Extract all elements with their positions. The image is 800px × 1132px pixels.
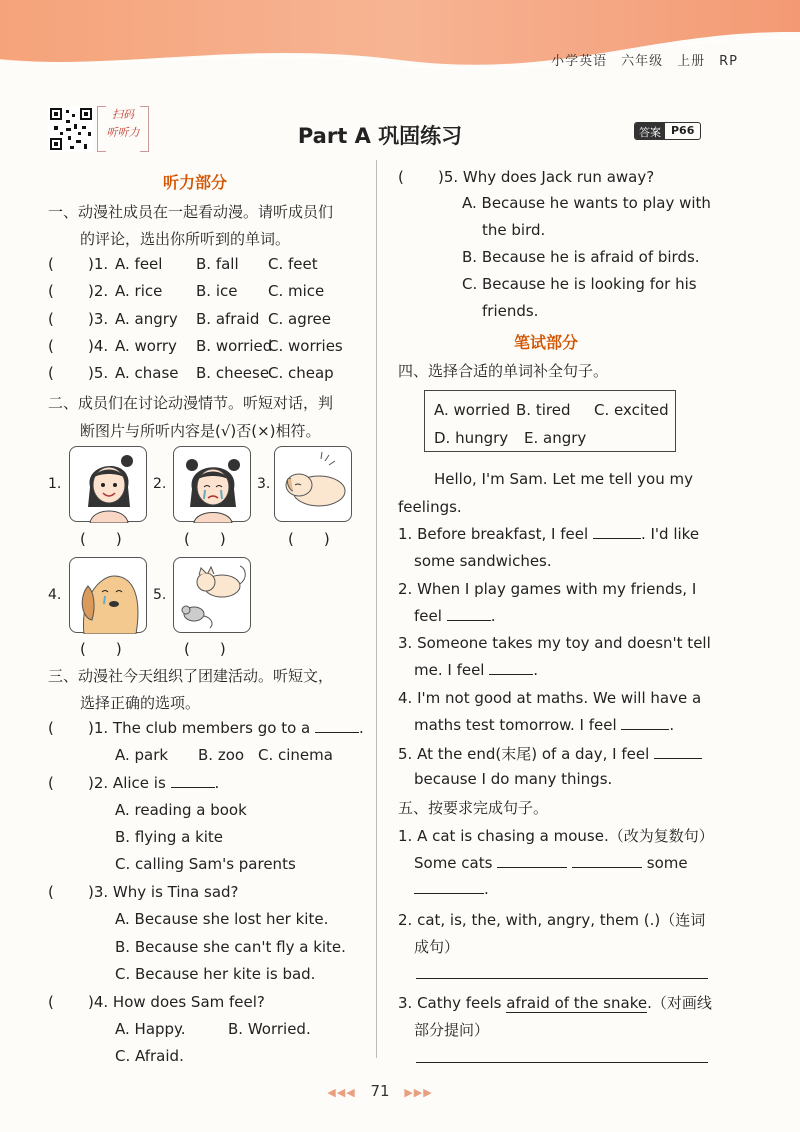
q3-instruction-line2: 选择正确的选项。 — [80, 694, 201, 712]
written-heading: 笔试部分 — [514, 333, 579, 352]
sleeping-dog-icon — [275, 447, 353, 523]
q3-2-option-a: A. reading a book — [115, 801, 247, 819]
q1-instruction-line2: 的评论，选出你所听到的单词。 — [80, 230, 291, 248]
q1-option-c: C. agree — [268, 310, 332, 328]
q3-3-option-c: C. Because her kite is bad. — [115, 965, 316, 983]
q5-sentence-3 — [398, 992, 712, 1013]
prev-arrows-icon: ◀◀◀ — [327, 1086, 356, 1099]
q3-3-option-b: B. Because she can't fly a kite. — [115, 938, 346, 956]
picture-number: 3. — [257, 476, 271, 492]
picture-number: 5. — [153, 587, 167, 603]
q1-option-a: A. feel — [115, 255, 163, 273]
cat-mouse-icon — [174, 558, 252, 634]
fill-blank[interactable] — [654, 745, 702, 759]
q4-s3-tail: . — [533, 661, 539, 679]
fill-blank[interactable] — [447, 607, 491, 621]
q3-1-stem: )1. The club members go to a . — [88, 719, 364, 737]
q1-item-number: )4. — [88, 337, 109, 355]
q4-sentence-3: 3. Someone takes my toy and doesn't tell — [398, 634, 711, 652]
fill-blank[interactable] — [489, 661, 533, 675]
answer-line[interactable] — [416, 978, 708, 979]
q3-3-option-a: A. Because she lost her kite. — [115, 910, 329, 928]
q1-option-c: C. cheap — [268, 364, 334, 382]
q5-instruction: 五、按要求完成句子。 — [398, 799, 549, 817]
page-footer — [0, 1082, 760, 1100]
q3-4-stem: )4. How does Sam feel? — [88, 993, 265, 1011]
picture-number: 2. — [153, 476, 167, 492]
q1-option-a: A. rice — [115, 282, 163, 300]
answer-paren[interactable]: ( — [48, 282, 54, 300]
answer-badge[interactable] — [634, 122, 701, 140]
q4-s4-text: maths test tomorrow. I feel — [414, 716, 617, 734]
fill-blank[interactable] — [171, 774, 215, 788]
q2-instruction-line2: 断图片与所听内容是(√)否(×)相符。 — [80, 422, 321, 440]
q3-5-option-a-line1: A. Because he wants to play with — [462, 194, 711, 212]
crying-girl-icon — [174, 447, 252, 523]
answer-paren[interactable]: ( — [48, 255, 54, 273]
q4-s1-text: 1. Before breakfast, I feel — [398, 525, 589, 543]
q1-option-a: A. angry — [115, 310, 178, 328]
q1-item-number: )2. — [88, 282, 109, 300]
answer-paren[interactable]: ( — [398, 168, 404, 186]
scan-label-line1: 扫码 — [112, 108, 134, 121]
answer-paren[interactable]: ( ) — [288, 530, 330, 548]
answer-paren[interactable]: ( — [48, 774, 54, 792]
q4-s1-tail: . I'd like — [640, 525, 700, 543]
q3-5-option-c-line1: C. Because he is looking for his — [462, 275, 697, 293]
q4-sentence-2: 2. When I play games with my friends, I — [398, 580, 697, 598]
sleeping-dog-picture — [274, 446, 352, 522]
q5-s1-end: . — [484, 880, 489, 898]
q1-option-b: B. cheese — [196, 364, 270, 382]
q3-2-option-b: B. flying a kite — [115, 828, 224, 846]
fill-blank[interactable] — [497, 854, 567, 868]
q3-5-option-a-line2: the bird. — [482, 221, 546, 239]
sad-dog-picture — [69, 557, 147, 633]
passage-intro-line1: Hello, I'm Sam. Let me tell you my — [434, 470, 693, 488]
page-title: Part A 巩固练习 — [297, 124, 463, 148]
q4-sentence-4: 4. I'm not good at maths. We will have a — [398, 689, 702, 707]
word-bank-b: B. tired — [516, 401, 571, 419]
q4-sentence-5-line2: because I do many things. — [414, 770, 613, 788]
q4-s4-tail: . — [669, 716, 675, 734]
q4-sentence-1-line2: some sandwiches. — [414, 552, 552, 570]
q4-sentence-5 — [398, 743, 702, 764]
q1-option-c: C. mice — [268, 282, 325, 300]
girl-happy-picture — [69, 446, 147, 522]
q5-sentence-3-line2: 部分提问） — [414, 1021, 490, 1039]
fill-blank[interactable] — [572, 854, 642, 868]
q3-5-option-b: B. Because he is afraid of birds. — [462, 248, 700, 266]
q5-sentence-1: 1. A cat is chasing a mouse.（改为复数句） — [398, 827, 714, 845]
answer-paren[interactable]: ( ) — [80, 640, 122, 658]
page-number: 71 — [370, 1082, 390, 1100]
q4-s3-text: me. I feel — [414, 661, 485, 679]
q1-item-number: )3. — [88, 310, 109, 328]
q1-option-b: B. ice — [196, 282, 238, 300]
passage-intro-line2: feelings. — [398, 498, 462, 516]
answer-line[interactable] — [416, 1062, 708, 1063]
q3-2-text: )2. Alice is — [88, 774, 166, 792]
q4-s2-text: feel — [414, 607, 442, 625]
q3-3-stem: )3. Why is Tina sad? — [88, 883, 239, 901]
fill-blank[interactable] — [621, 716, 669, 730]
answer-paren[interactable]: ( — [48, 310, 54, 328]
picture-number: 4. — [48, 587, 62, 603]
scan-label-line2: 听听力 — [106, 126, 140, 139]
sad-dog-icon — [70, 558, 148, 634]
q4-sentence-2-line2 — [414, 607, 495, 625]
answer-page: P66 — [671, 124, 695, 137]
q4-sentence-4-line2 — [414, 716, 674, 734]
q5-s3-tail: .（对画线 — [647, 994, 712, 1012]
answer-label: 答案 — [635, 123, 665, 139]
listening-heading: 听力部分 — [163, 173, 228, 192]
answer-paren[interactable]: ( ) — [184, 530, 226, 548]
q1-option-a: A. worry — [115, 337, 177, 355]
q3-2-option-c: C. calling Sam's parents — [115, 855, 296, 873]
column-divider — [376, 160, 377, 1058]
cat-chasing-mouse-picture — [173, 557, 251, 633]
fill-blank[interactable] — [315, 719, 359, 733]
answer-paren[interactable]: ( — [48, 719, 54, 737]
word-bank-a: A. worried — [434, 401, 510, 419]
smiling-girl-icon — [70, 447, 148, 523]
q3-2-stem: )2. Alice is . — [88, 774, 220, 792]
q3-instruction-line1: 三、动漫社今天组织了团建活动。听短文， — [48, 667, 334, 685]
girl-crying-picture — [173, 446, 251, 522]
q3-1-option-c: C. cinema — [258, 746, 333, 764]
q3-5-stem: )5. Why does Jack run away? — [438, 168, 655, 186]
answer-paren[interactable]: ( — [48, 364, 54, 382]
q3-4-option-c: C. Afraid. — [115, 1047, 184, 1065]
answer-paren[interactable]: ( ) — [184, 640, 226, 658]
q5-sentence-2: 2. cat, is, the, with, angry, them (.)（连词 — [398, 911, 706, 929]
q3-1-option-b: B. zoo — [198, 746, 245, 764]
q1-option-b: B. worried — [196, 337, 273, 355]
q3-1-option-a: A. park — [115, 746, 169, 764]
q1-option-b: B. afraid — [196, 310, 260, 328]
q5-s3-text: 3. Cathy feels — [398, 994, 507, 1012]
q1-item-number: )1. — [88, 255, 109, 273]
fill-blank[interactable] — [414, 880, 484, 894]
q1-item-number: )5. — [88, 364, 109, 382]
book-info: 小学英语 六年级 上册 RP — [551, 54, 738, 69]
q4-s2-tail: . — [490, 607, 496, 625]
q4-sentence-3-line2 — [414, 661, 538, 679]
answer-paren[interactable]: ( — [48, 993, 54, 1011]
word-bank-d: D. hungry — [434, 429, 509, 447]
q2-instruction-line1: 二、成员们在讨论动漫情节。听短对话，判 — [48, 394, 334, 412]
q5-s1-tail: some — [646, 854, 688, 872]
q4-sentence-1 — [398, 525, 699, 543]
next-arrows-icon: ▶▶▶ — [404, 1086, 433, 1099]
q5-sentence-2-line2: 成句） — [414, 938, 460, 956]
q1-option-c: C. feet — [268, 255, 318, 273]
word-bank-c: C. excited — [594, 401, 669, 419]
q5-sentence-1-line2 — [414, 854, 688, 872]
underlined-phrase: afraid of the snake — [506, 994, 648, 1012]
q4-s5-text: 5. At the end(末尾) of a day, I feel — [398, 745, 650, 763]
picture-number: 1. — [48, 476, 62, 492]
q4-instruction: 四、选择合适的单词补全句子。 — [398, 362, 609, 380]
q5-s1-text: Some cats — [414, 854, 493, 872]
answer-paren[interactable]: ( — [48, 337, 54, 355]
q3-5-option-c-line2: friends. — [482, 302, 539, 320]
q3-4-option-a: A. Happy. — [115, 1020, 186, 1038]
q1-option-a: A. chase — [115, 364, 179, 382]
q3-4-option-b: B. Worried. — [228, 1020, 311, 1038]
q1-option-c: C. worries — [268, 337, 343, 355]
q1-option-b: B. fall — [196, 255, 239, 273]
answer-paren[interactable]: ( — [48, 883, 54, 901]
q5-sentence-1-line3 — [414, 880, 489, 898]
word-bank-e: E. angry — [524, 429, 587, 447]
q1-instruction-line1: 一、动漫社成员在一起看动漫。请听成员们 — [48, 203, 334, 221]
q3-1-text: )1. The club members go to a — [88, 719, 311, 737]
answer-paren[interactable]: ( ) — [80, 530, 122, 548]
fill-blank[interactable] — [593, 525, 641, 539]
